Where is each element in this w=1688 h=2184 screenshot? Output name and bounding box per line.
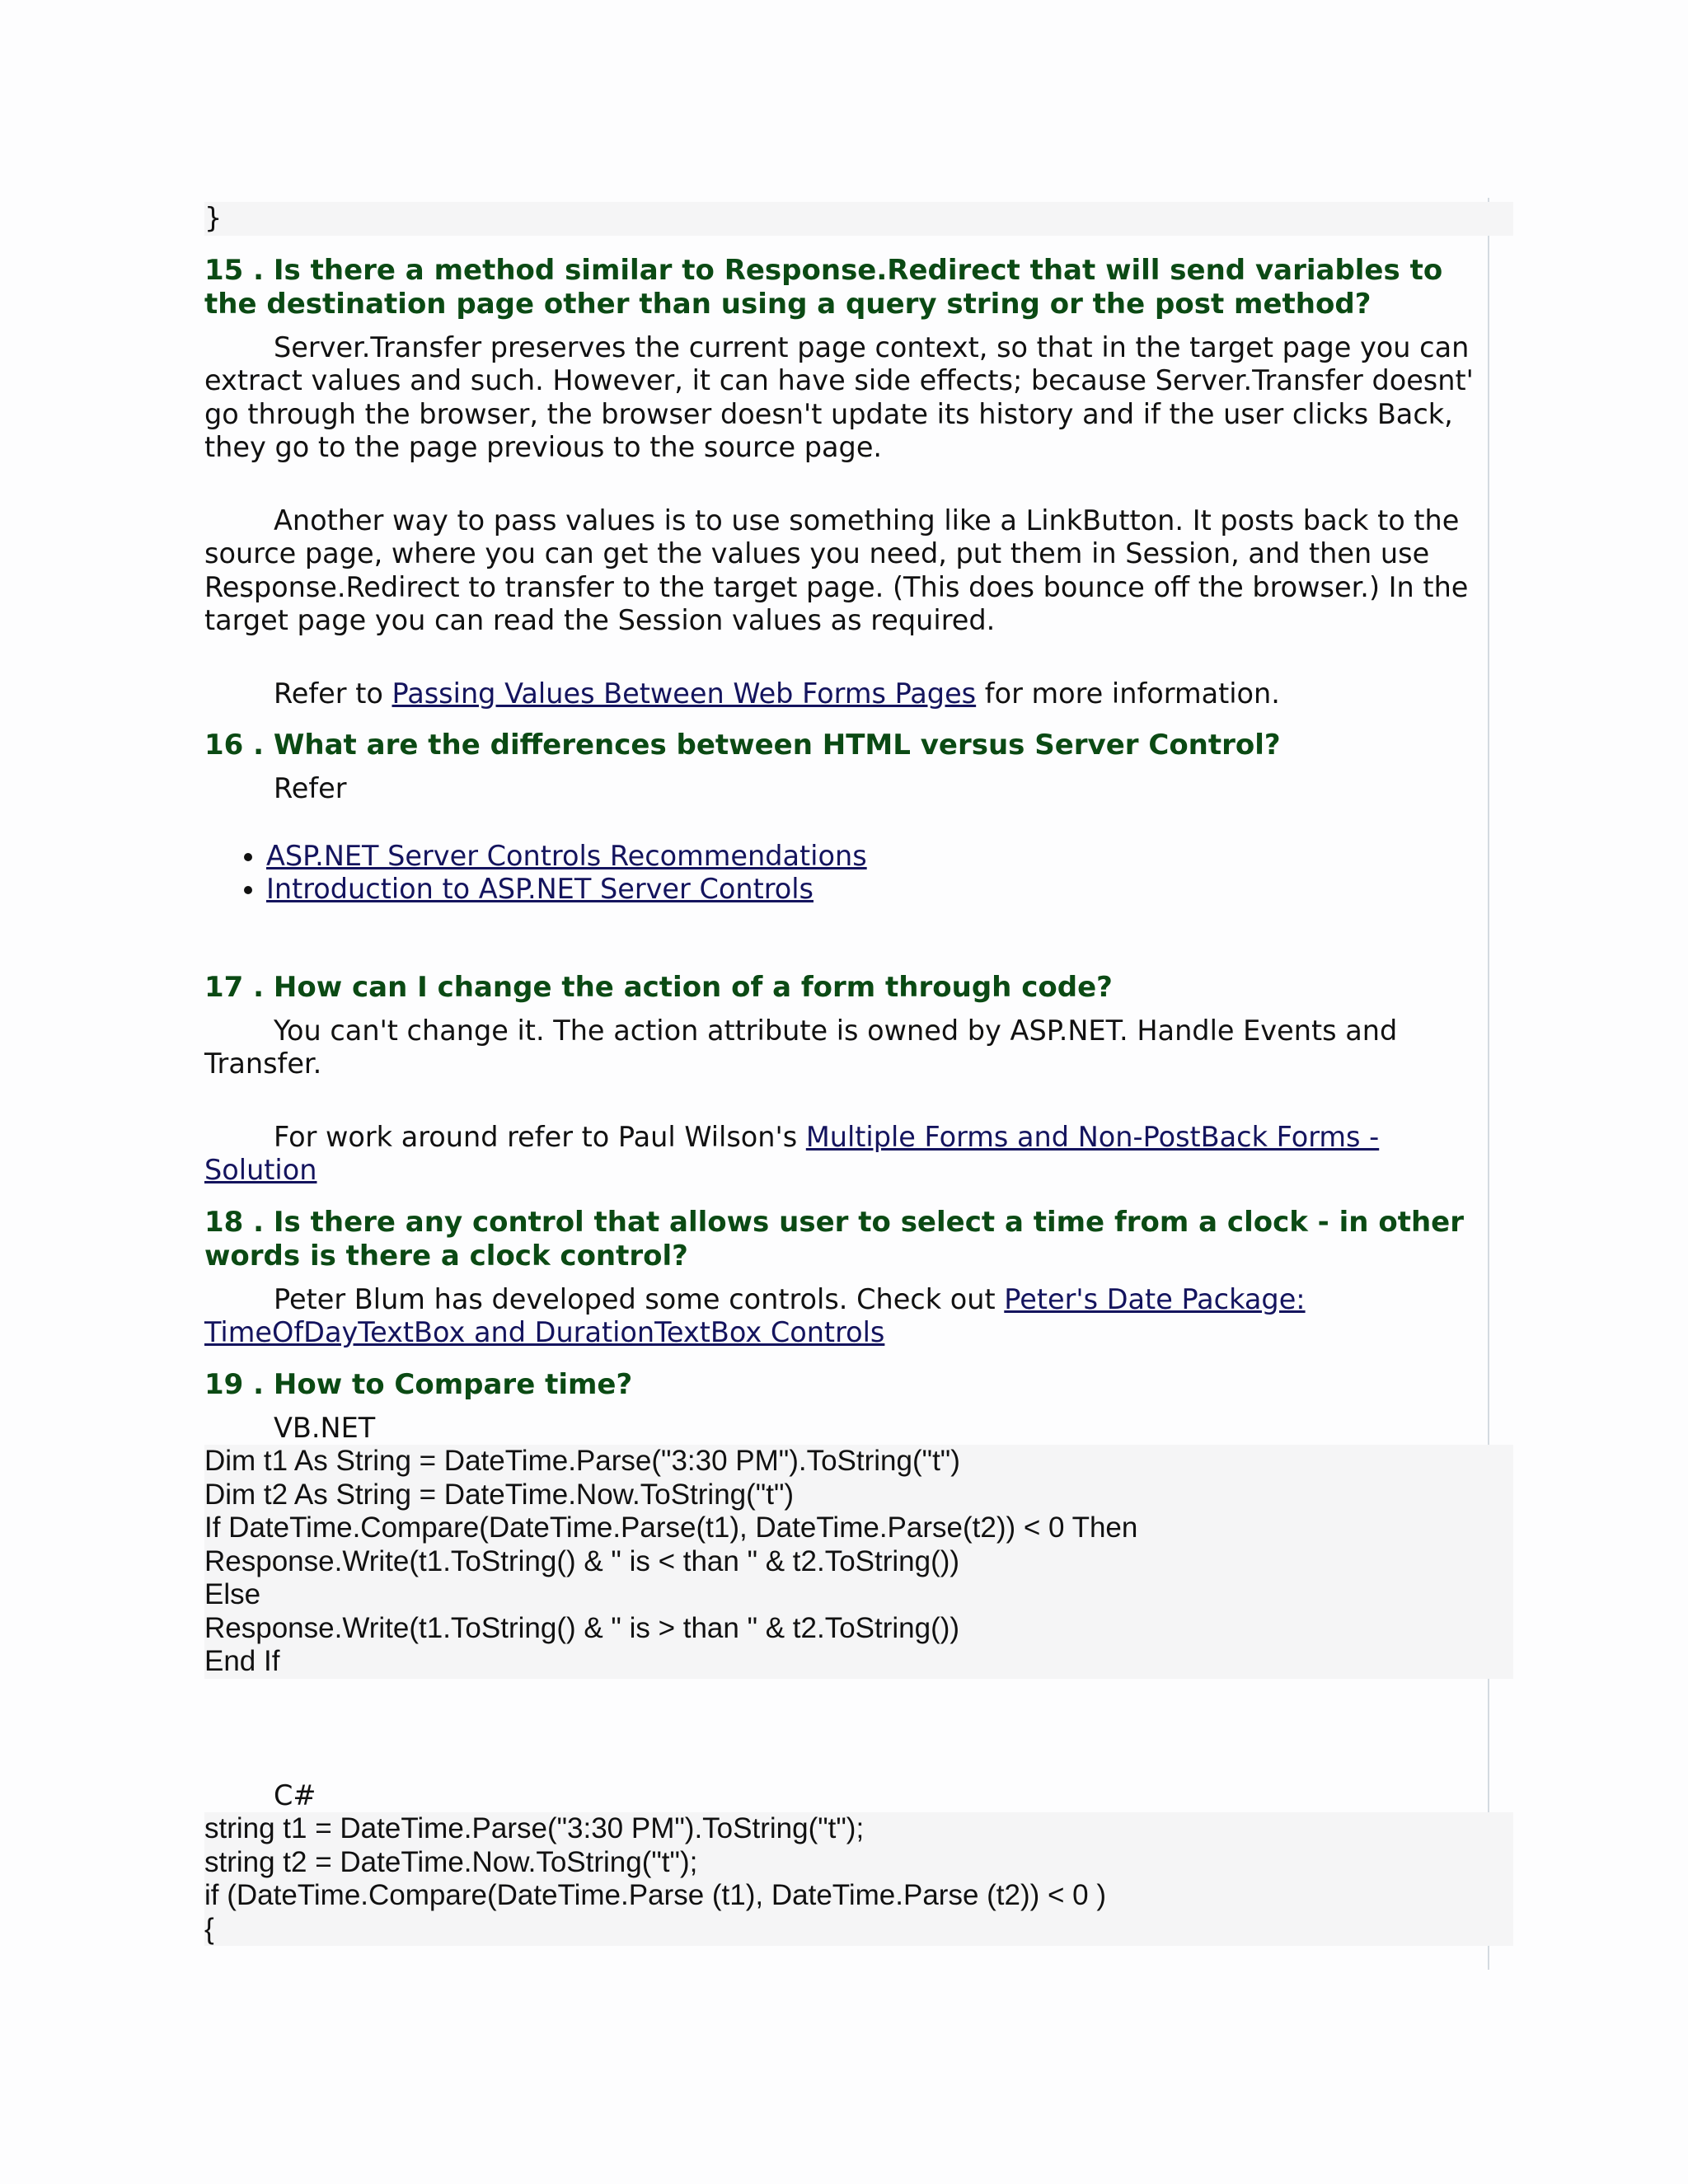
question-18-heading: 18 . Is there any control that allows user to select a time from a clock - in other words is there a clock control? [204,1205,1464,1272]
peters-date-package-link[interactable]: Peter's Date Package: TimeOfDayTextBox and DurationTextBox Controls [204,1282,1306,1348]
list-item [266,840,1490,874]
code-line: Dim t1 As String = DateTime.Parse("3:30 PM").ToString("t") [204,1445,960,1477]
answer-18-paragraph [204,1283,1490,1350]
code-line: Else [204,1578,261,1610]
code-line: Dim t2 As String = DateTime.Now.ToString("t") [204,1478,795,1511]
list-item [266,873,1490,907]
vb-net-label: VB.NET [274,1411,376,1444]
answer-15-paragraph-2: Another way to pass values is to use something like a LinkButton. It posts back to the source page, where you can get the values you need, put them in Session, and then use Response.Redirect to transfer to the target page. (This does bounce off the browser.) In the target page you can read the Session values as required. [204,504,1469,636]
peter-blum-prefix: Peter Blum has developed some controls. Check out [274,1282,1005,1315]
question-19-heading: 19 . How to Compare time? [204,1367,633,1401]
answer-16-link-list [204,840,1490,907]
code-line: if (DateTime.Compare(DateTime.Parse (t1), DateTime.Parse (t2)) < 0 ) [204,1879,1107,1911]
code-line: If DateTime.Compare(DateTime.Parse(t1), DateTime.Parse(t2)) < 0 Then [204,1511,1138,1544]
passing-values-link[interactable]: Passing Values Between Web Forms Pages [392,677,977,710]
refer-suffix: for more information. [976,677,1280,710]
multiple-forms-link[interactable]: Multiple Forms and Non-PostBack Forms - Solution [204,1120,1380,1186]
answer-15-paragraph-3 [204,677,1490,711]
answer-17-paragraph-2 [204,1121,1490,1188]
answer-16-refer: Refer [274,772,347,804]
csharp-label: C# [274,1779,316,1811]
question-15-heading: 15 . Is there a method similar to Response.Redirect that will send variables to the destination page other than using a query string or the post method? [204,253,1443,321]
code-line: Response.Write(t1.ToString() & " is < than " & t2.ToString()) [204,1544,960,1577]
answer-17-paragraph-1: You can't change it. The action attribute is owned by ASP.NET. Handle Events and Transfer. [204,1014,1398,1080]
question-17-heading: 17 . How can I change the action of a form through code? [204,970,1113,1004]
question-16-heading: 16 . What are the differences between HTML versus Server Control? [204,729,1281,762]
code-line: string t2 = DateTime.Now.ToString("t"); [204,1845,698,1878]
code-line: { [204,1912,214,1945]
code-line: End If [204,1645,280,1677]
server-controls-recommendations-link[interactable]: ASP.NET Server Controls Recommendations [266,839,867,872]
code-line: Response.Write(t1.ToString() & " is > than " & t2.ToString()) [204,1611,960,1644]
csharp-code-block [204,1812,1513,1946]
code-block-top [204,202,1513,236]
answer-15-paragraph-1: Server.Transfer preserves the current page context, so that in the target page you can extract values and such. However, it can have side effects; because Server.Transfer doesnt' go through the browser, the browser doesn't update its history and if the user clicks Back, they go to the page previous to the source page. [204,330,1474,463]
vb-code-block [204,1445,1513,1679]
workaround-prefix: For work around refer to Paul Wilson's [274,1120,806,1153]
intro-server-controls-link[interactable]: Introduction to ASP.NET Server Controls [266,873,814,905]
refer-prefix: Refer to [274,677,392,710]
code-line: } [204,202,223,234]
code-line: string t1 = DateTime.Parse("3:30 PM").ToString("t"); [204,1812,865,1844]
faq-content [204,202,1490,1946]
